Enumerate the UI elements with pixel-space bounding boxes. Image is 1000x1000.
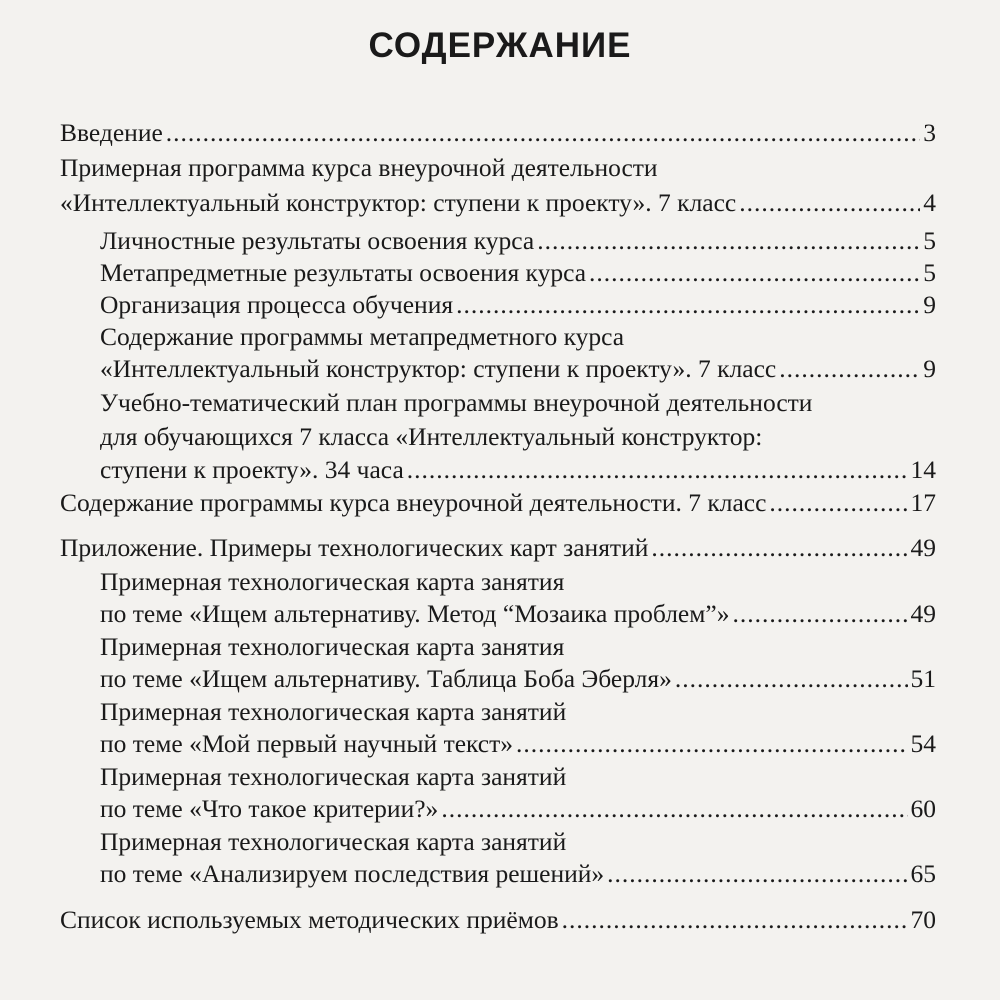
toc-page-number: 65	[910, 859, 936, 888]
toc-entry-methods-list[interactable]	[60, 905, 936, 935]
toc-entry-lead: Примерная технологическая карта занятий	[100, 762, 567, 791]
toc-entry-lead: Примерная технологическая карта занятия	[100, 632, 565, 661]
toc-entry-metasubject-results[interactable]	[100, 258, 936, 288]
toc-page-number: 70	[910, 905, 936, 934]
toc-entry-extracurricular-content[interactable]	[60, 488, 936, 518]
toc-entry-title: Содержание программы курса внеурочной деятельности. 7 класс	[60, 488, 767, 517]
toc-entry-thematic-plan[interactable]	[100, 455, 936, 485]
leader-dots	[769, 488, 907, 518]
leader-dots	[441, 794, 907, 824]
leader-dots	[562, 905, 908, 935]
toc-entry-title: Приложение. Примеры технологических карт занятий	[60, 533, 649, 562]
leader-dots	[779, 354, 920, 384]
toc-page-number: 17	[910, 488, 936, 517]
leader-dots	[456, 290, 920, 320]
leader-dots	[537, 226, 920, 256]
toc-entry-first-scientific-text[interactable]	[100, 729, 936, 759]
toc-entry-title: Список используемых методических приёмов	[60, 905, 559, 934]
leader-dots	[516, 729, 907, 759]
toc-page-number: 49	[910, 599, 936, 628]
page-title: СОДЕРЖАНИЕ	[368, 26, 632, 65]
leader-dots	[651, 533, 907, 563]
toc-entry-title: по теме «Анализируем последствия решений»	[100, 859, 605, 888]
toc-page-number: 5	[923, 226, 936, 255]
toc-entry-title: Организация процесса обучения	[100, 290, 454, 319]
toc-page-number: 9	[923, 290, 936, 319]
toc-entry-title: Личностные результаты освоения курса	[100, 226, 535, 255]
leader-dots	[607, 859, 907, 889]
leader-dots	[739, 188, 920, 218]
toc-entry-lead: Примерная технологическая карта занятия	[100, 567, 565, 596]
toc-page-number: 49	[910, 533, 936, 562]
toc-entry-title: «Интеллектуальный конструктор: ступени к проекту». 7 класс	[60, 188, 737, 217]
toc-page-number: 14	[910, 455, 936, 484]
toc-entry-lead: Примерная технологическая карта занятий	[100, 697, 567, 726]
toc-entry-criteria[interactable]	[100, 794, 936, 824]
toc-page-number: 5	[923, 258, 936, 287]
leader-dots	[407, 455, 908, 485]
toc-entry-title: Метапредметные результаты освоения курса	[100, 258, 587, 287]
toc-entry-learning-process[interactable]	[100, 290, 936, 320]
toc-entry-lead: Примерная программа курса внеурочной деятельности	[60, 153, 658, 182]
toc-entry-course-content[interactable]	[100, 354, 936, 384]
leader-dots	[732, 599, 907, 629]
toc-entry-lead: Содержание программы метапредметного курса	[100, 322, 625, 351]
toc-entry-title: «Интеллектуальный конструктор: ступени к проекту». 7 класс	[100, 354, 777, 383]
leader-dots	[589, 258, 920, 288]
toc-page-number: 4	[923, 188, 936, 217]
toc-entry-lead: Учебно-тематический план программы внеурочной деятельности	[100, 388, 813, 417]
toc-page-number: 9	[923, 354, 936, 383]
toc-entry-eberle-table[interactable]	[100, 664, 936, 694]
toc-entry-lead: Примерная технологическая карта занятий	[100, 827, 567, 856]
toc-entry-introduction[interactable]	[60, 118, 936, 148]
toc-page-number: 51	[910, 664, 936, 693]
toc-entry-title: по теме «Мой первый научный текст»	[100, 729, 514, 758]
leader-dots	[675, 664, 908, 694]
toc-entry-appendix[interactable]	[60, 533, 936, 563]
toc-entry-personal-results[interactable]	[100, 226, 936, 256]
toc-entry-lead: для обучающихся 7 класса «Интеллектуальный конструктор:	[100, 422, 763, 451]
toc-entry-title: по теме «Что такое критерии?»	[100, 794, 439, 823]
leader-dots	[166, 118, 920, 148]
toc-entry-title: ступени к проекту». 34 часа	[100, 455, 404, 484]
toc-entry-mosaic-method[interactable]	[100, 599, 936, 629]
toc-entry-title: по теме «Ищем альтернативу. Метод “Мозаика проблем”»	[100, 599, 730, 628]
toc-page-number: 60	[910, 794, 936, 823]
toc-entry-title: по теме «Ищем альтернативу. Таблица Боба Эберля»	[100, 664, 672, 693]
toc-entry-decision-consequences[interactable]	[100, 859, 936, 889]
toc-entry-program[interactable]	[60, 188, 936, 218]
toc-page-number: 3	[923, 118, 936, 147]
toc-entry-title: Введение	[60, 118, 163, 147]
toc-page-number: 54	[910, 729, 936, 758]
